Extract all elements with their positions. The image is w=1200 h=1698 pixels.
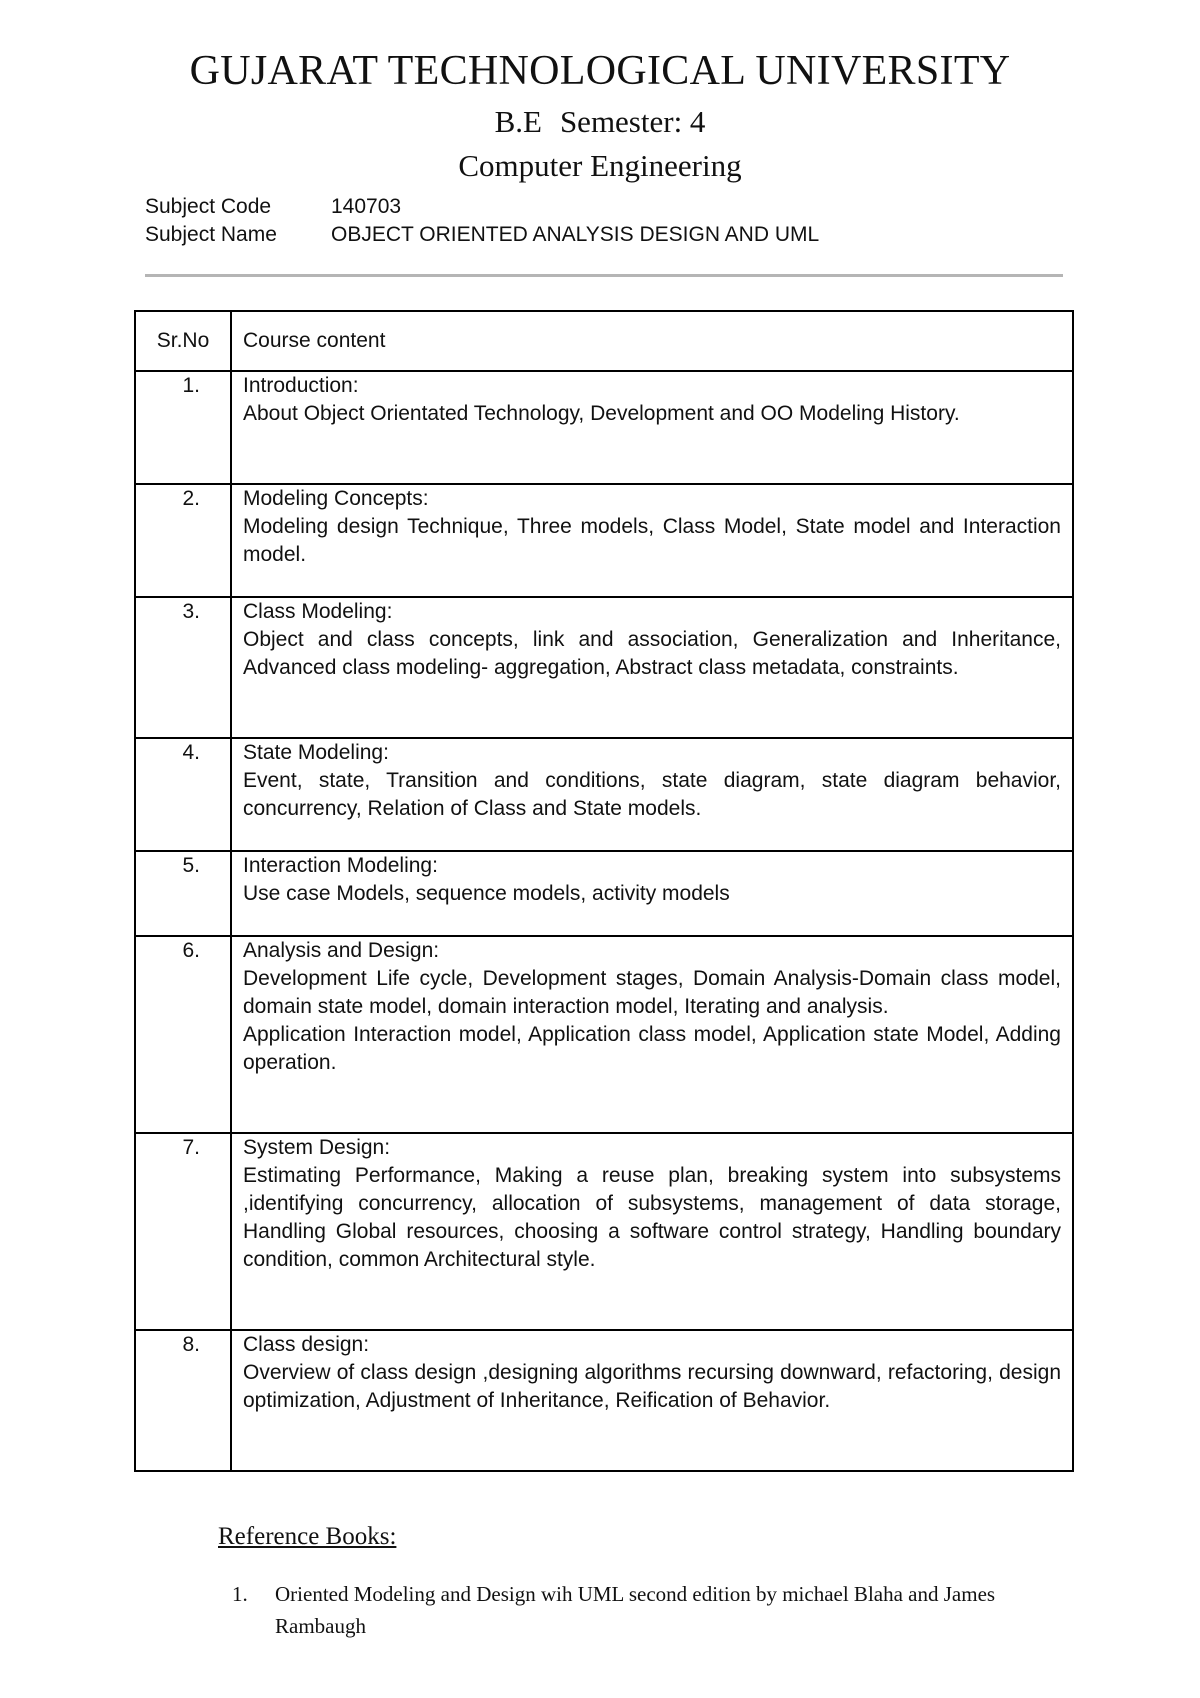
department-title: Computer Engineering — [458, 148, 742, 183]
row-number: 6. — [135, 936, 231, 1133]
column-header-srno: Sr.No — [135, 311, 231, 371]
table-row — [135, 597, 1073, 738]
table-row — [135, 371, 1073, 484]
reference-books-title: Reference Books: — [218, 1523, 397, 1550]
topic-description: Application Interaction model, Application class model, Application state Model, Adding operation. — [243, 1023, 1061, 1074]
topic-title: System Design: — [243, 1136, 391, 1159]
topic-title: Class Modeling: — [243, 600, 393, 623]
university-title: GUJARAT TECHNOLOGICAL UNIVERSITY — [189, 48, 1011, 94]
table-row — [135, 936, 1073, 1133]
degree-label: B.E — [494, 104, 542, 139]
row-number: 4. — [135, 738, 231, 851]
reference-text: Oriented Modeling and Design wih UML second edition by michael Blaha and James Rambaugh — [275, 1582, 996, 1638]
row-number: 8. — [135, 1330, 231, 1471]
topic-description: Development Life cycle, Development stages, Domain Analysis-Domain class model, domain state model, domain interaction model, Iterating and analysis. — [243, 967, 1061, 1018]
topic-title: Modeling Concepts: — [243, 487, 429, 510]
reference-list — [232, 1578, 1082, 1642]
semester-line — [0, 100, 1200, 144]
row-content — [231, 936, 1073, 1133]
row-content — [231, 597, 1073, 738]
header-divider — [145, 274, 1063, 277]
subject-name-value: OBJECT ORIENTED ANALYSIS DESIGN AND UML — [331, 223, 820, 246]
row-number: 7. — [135, 1133, 231, 1330]
row-number: 2. — [135, 484, 231, 597]
topic-description: Overview of class design ,designing algorithms recursing downward, refactoring, design optimization, Adjustment of Inheritance, Reification of Behavior. — [243, 1361, 1061, 1412]
table-header-row — [135, 311, 1073, 371]
topic-title: Class design: — [243, 1333, 370, 1356]
topic-title: Introduction: — [243, 374, 359, 397]
document-header — [0, 42, 1200, 188]
table-row — [135, 1330, 1073, 1471]
subject-code-value: 140703 — [331, 195, 402, 218]
topic-title: State Modeling: — [243, 741, 389, 764]
list-item — [232, 1578, 1082, 1642]
topic-description: About Object Orientated Technology, Development and OO Modeling History. — [243, 402, 960, 425]
reference-number: 1. — [232, 1582, 248, 1606]
subject-name-label: Subject Name — [145, 223, 277, 246]
topic-title: Analysis and Design: — [243, 939, 440, 962]
table-row — [135, 1133, 1073, 1330]
row-number: 1. — [135, 371, 231, 484]
reference-books-section — [218, 1520, 996, 1638]
topic-description: Estimating Performance, Making a reuse plan, breaking system into subsystems ,identifying concurrency, allocation of subsystems, management of data storage, Handling Global resources, choosing a software control strategy, Handling boundary condition, common Architectural style. — [243, 1164, 1061, 1271]
row-content — [231, 484, 1073, 597]
row-content — [231, 371, 1073, 484]
row-content — [231, 1330, 1073, 1471]
semester-label: Semester: 4 — [559, 104, 706, 139]
topic-description: Use case Models, sequence models, activity models — [243, 882, 730, 905]
subject-code-label: Subject Code — [145, 195, 272, 218]
table-row — [135, 738, 1073, 851]
subject-name-row — [145, 221, 819, 249]
row-number: 3. — [135, 597, 231, 738]
table-row — [135, 851, 1073, 936]
row-content — [231, 1133, 1073, 1330]
topic-description: Event, state, Transition and conditions, state diagram, state diagram behavior, concurrency, Relation of Class and State models. — [243, 769, 1061, 820]
row-number: 5. — [135, 851, 231, 936]
row-content — [231, 851, 1073, 936]
subject-info — [145, 193, 819, 249]
course-content-table — [134, 310, 1074, 1472]
row-content — [231, 738, 1073, 851]
topic-description: Object and class concepts, link and association, Generalization and Inheritance, Advanced class modeling- aggregation, Abstract class metadata, constraints. — [243, 628, 1061, 679]
topic-title: Interaction Modeling: — [243, 854, 438, 877]
column-header-content: Course content — [231, 311, 1073, 371]
subject-code-row — [145, 193, 819, 221]
table-row — [135, 484, 1073, 597]
topic-description: Modeling design Technique, Three models, Class Model, State model and Interaction model. — [243, 515, 1061, 566]
